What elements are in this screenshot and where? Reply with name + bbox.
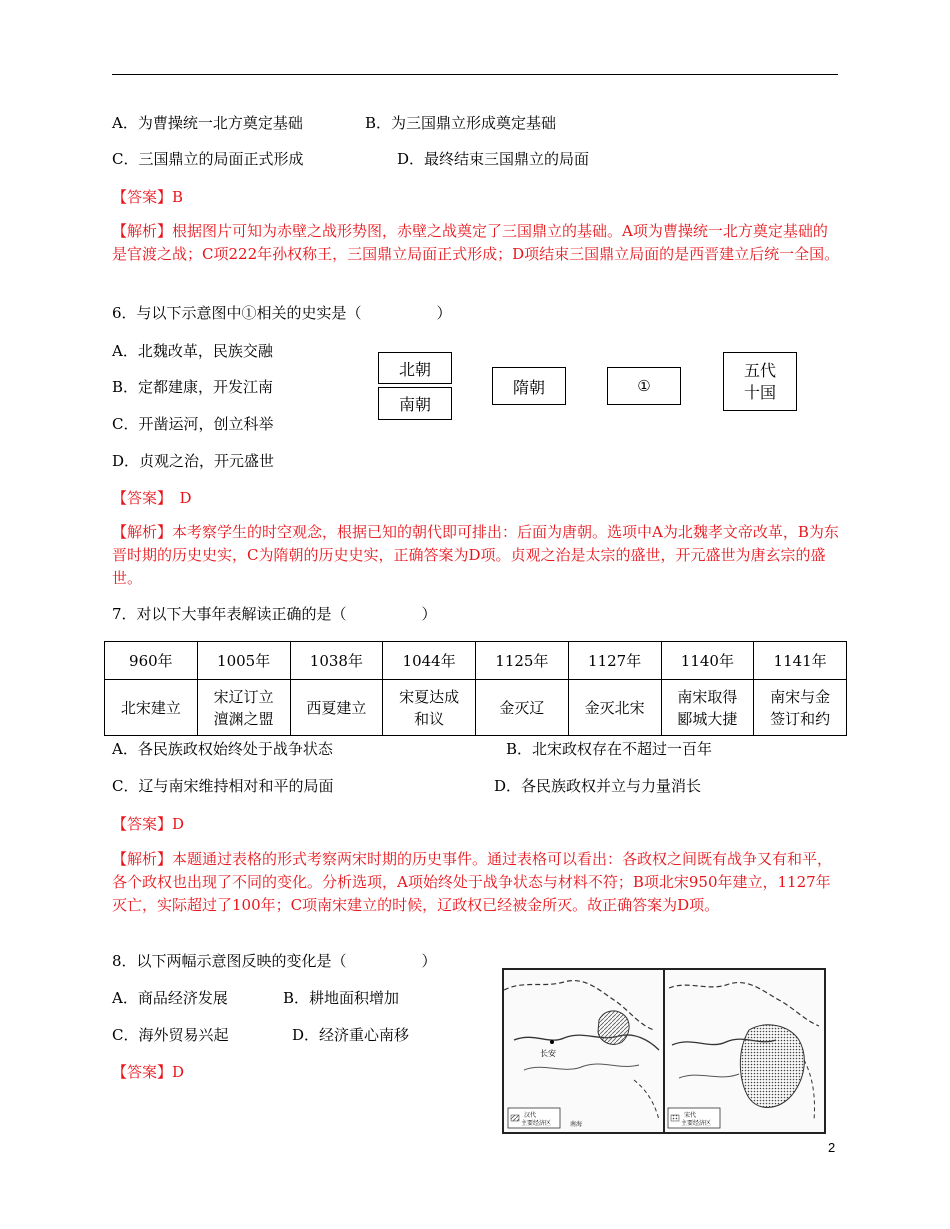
- q6-stem: 6．与以下示意图中①相关的史实是（ ）: [112, 304, 452, 322]
- table-cell-event-line: 西夏建立: [306, 698, 367, 717]
- map-right-legend-1: 宋代: [684, 1112, 697, 1119]
- q7-option-b: B．北宋政权存在不超过一百年: [506, 740, 713, 758]
- table-row-events: [105, 680, 847, 736]
- economic-regions-map: [504, 970, 824, 1132]
- q5-analysis: [112, 220, 840, 266]
- q7-analysis: [112, 848, 840, 917]
- q6-analysis-text: 本考察学生的时空观念，根据已知的朝代即可排出：后面为唐朝。选项中A为北魏孝文帝改革，B为东晋时期的历史史实，C为隋朝的历史史实，正确答案为D项。贞观之治是太宗的盛世，开元盛世为唐玄宗的盛世。: [112, 523, 839, 587]
- table-cell-event: [105, 680, 198, 736]
- q5-option-b: B．为三国鼎立形成奠定基础: [365, 114, 557, 132]
- table-cell-event-line: 南宋取得: [677, 687, 738, 706]
- map-city-label: 长安: [540, 1049, 556, 1058]
- q7-analysis-label: 【解析】: [112, 850, 173, 868]
- map-left-legend-2: 主要经济区: [521, 1120, 552, 1127]
- diagram-box-sui: 隋朝: [492, 367, 566, 405]
- table-row-years: [105, 642, 847, 680]
- q7-analysis-text: 本题通过表格的形式考察两宋时期的历史事件。通过表格可以看出：各政权之间既有战争又有和平，各个政权也出现了不同的变化。分析选项，A项始终处于战争状态与材料不符；B项北宋950年建立，1127年灭亡，实际超过了100年；C项南宋建立的时候，辽政权已经被金所灭。故正确答案为D项。: [112, 850, 833, 914]
- q8-option-b: B．耕地面积增加: [283, 989, 400, 1007]
- table-cell-event: [754, 680, 847, 736]
- q8-maps-figure: [502, 968, 826, 1134]
- q5-analysis-text: 根据图片可知为赤壁之战形势图，赤壁之战奠定了三国鼎立的基础。A项为曹操统一北方奠定基础的是官渡之战；C项222年孙权称王，三国鼎立局面正式形成；D项结束三国鼎立局面的是西晋建立后统一全国。: [112, 222, 840, 263]
- table-cell-event: [568, 680, 661, 736]
- q5-option-a: A．为曹操统一北方奠定基础: [112, 114, 303, 132]
- table-cell-year: 1141年: [754, 642, 847, 680]
- q6-option-d: D．贞观之治，开元盛世: [112, 452, 275, 470]
- header-rule: [112, 74, 838, 75]
- q7-events-table: [104, 641, 847, 736]
- q7-option-a: A．各民族政权始终处于战争状态: [112, 740, 333, 758]
- page-number: 2: [828, 1140, 836, 1155]
- table-cell-year: 1127年: [568, 642, 661, 680]
- table-cell-event-line: 宋辽订立: [213, 687, 274, 706]
- table-cell-event-line: 金灭北宋: [584, 698, 645, 717]
- q6-option-b: B．定都建康，开发江南: [112, 378, 274, 396]
- q6-answer: 【答案】 D: [112, 489, 192, 507]
- table-cell-event-line: 金灭辽: [499, 698, 545, 717]
- q5-option-d: D．最终结束三国鼎立的局面: [397, 150, 590, 168]
- table-cell-year: 1005年: [197, 642, 290, 680]
- q8-option-a: A．商品经济发展: [112, 989, 228, 1007]
- table-cell-event-line: 郾城大捷: [677, 709, 738, 728]
- song-map: [668, 983, 819, 1128]
- q8-answer: 【答案】D: [112, 1063, 185, 1081]
- diagram-box-south-dynasty: 南朝: [378, 387, 452, 420]
- diagram-box-five-dynasties-line1: 五代: [743, 360, 776, 380]
- q6-analysis-label: 【解析】: [112, 523, 173, 541]
- table-cell-event-line: 签订和约: [770, 709, 831, 728]
- q8-option-d: D．经济重心南移: [292, 1026, 410, 1044]
- table-cell-event: [290, 680, 383, 736]
- q6-analysis: [112, 521, 840, 590]
- diagram-box-circle-one: ①: [607, 367, 681, 405]
- table-cell-year: 1125年: [476, 642, 569, 680]
- table-cell-year: 1038年: [290, 642, 383, 680]
- q7-stem: 7．对以下大事年表解读正确的是（ ）: [112, 605, 437, 623]
- table-cell-event: [476, 680, 569, 736]
- map-right-legend-2: 主要经济区: [681, 1120, 712, 1127]
- q5-option-c: C．三国鼎立的局面正式形成: [112, 150, 304, 168]
- table-cell-event: [383, 680, 476, 736]
- diagram-box-five-dynasties: [723, 352, 797, 411]
- q8-option-c: C．海外贸易兴起: [112, 1026, 229, 1044]
- table-cell-event-line: 南宋与金: [770, 687, 831, 706]
- map-left-legend-1: 汉代: [524, 1112, 537, 1119]
- q7-option-c: C．辽与南宋维持相对和平的局面: [112, 777, 334, 795]
- q5-analysis-label: 【解析】: [112, 222, 173, 240]
- map-left-sea-label: 南海: [570, 1121, 583, 1128]
- q8-stem: 8．以下两幅示意图反映的变化是（ ）: [112, 952, 437, 970]
- han-map: [504, 981, 659, 1128]
- table-cell-event-line: 北宋建立: [120, 698, 181, 717]
- table-cell-event: [197, 680, 290, 736]
- diagram-box-north-dynasty: 北朝: [378, 352, 452, 384]
- q7-option-d: D．各民族政权并立与力量消长: [494, 777, 702, 795]
- diagram-box-five-dynasties-line2: 十国: [743, 382, 776, 402]
- table-cell-event: [661, 680, 754, 736]
- q6-option-a: A．北魏改革，民族交融: [112, 342, 273, 360]
- table-cell-year: 960年: [105, 642, 198, 680]
- q5-answer: 【答案】B: [112, 188, 184, 206]
- table-cell-event-line: 澶渊之盟: [213, 709, 274, 728]
- table-cell-year: 1044年: [383, 642, 476, 680]
- table-cell-event-line: 和议: [414, 709, 445, 728]
- q7-answer: 【答案】D: [112, 815, 185, 833]
- table-cell-year: 1140年: [661, 642, 754, 680]
- table-cell-event-line: 宋夏达成: [399, 687, 460, 706]
- q6-option-c: C．开凿运河，创立科举: [112, 415, 274, 433]
